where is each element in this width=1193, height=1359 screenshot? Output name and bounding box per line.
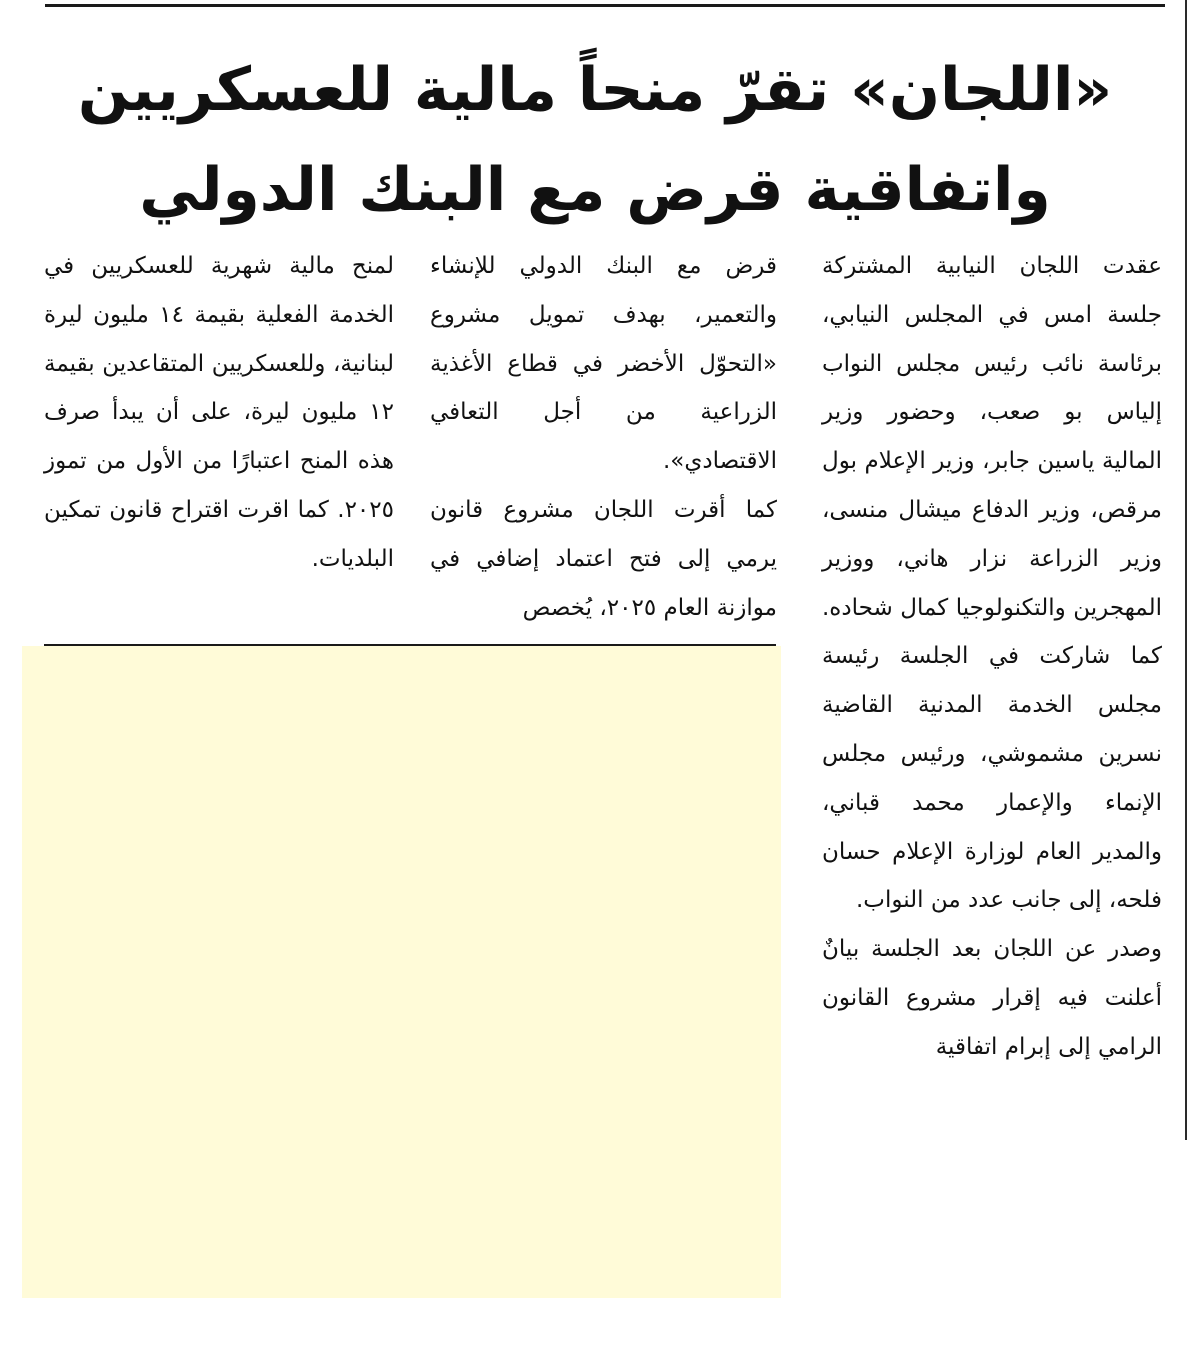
article-column-3 (44, 242, 394, 584)
advertisement-placeholder (22, 646, 781, 1298)
right-column-rule (1185, 0, 1187, 1140)
column-3-paragraph-1: لمنح مالية شهرية للعسكريين في الخدمة الفعلية بقيمة ١٤ مليون ليرة لبنانية، وللعسكريين المتقاعدين بقيمة ١٢ مليون ليرة، على أن يبدأ صرف هذه المنح اعتبارًا من الأول من تموز ٢٠٢٥. كما اقرت اقتراح قانون تمكين البلديات. (44, 253, 394, 572)
article-column-1 (822, 242, 1162, 1072)
top-rule (45, 4, 1165, 7)
column-1-paragraph-1: عقدت اللجان النيابية المشتركة جلسة امس في المجلس النيابي، برئاسة نائب رئيس مجلس النواب إلياس بو صعب، وحضور وزير المالية ياسين جابر، وزير الإعلام بول مرقص، وزير الدفاع ميشال منسى، وزير الزراعة نزار هاني، ووزير المهجرين والتكنولوجيا كمال شحاده. كما شاركت في الجلسة رئيسة مجلس الخدمة المدنية القاضية نسرين مشموشي، ورئيس مجلس الإنماء والإعمار محمد قباني، والمدير العام لوزارة الإعلام حسان فلحه، إلى جانب عدد من النواب. (822, 253, 1162, 914)
column-1-paragraph-2: وصدر عن اللجان بعد الجلسة بيانٌ أعلنت فيه إقرار مشروع القانون الرامي إلى إبرام اتفاقية (822, 936, 1162, 1060)
article-column-2 (430, 242, 777, 632)
headline-line-1: «اللجان» تقرّ منحاً مالية للعسكريين (77, 55, 1113, 125)
column-2-paragraph-1: قرض مع البنك الدولي للإنشاء والتعمير، بهدف تمويل مشروع «التحوّل الأخضر في قطاع الأغذية الزراعية من أجل التعافي الاقتصادي». (430, 253, 777, 475)
headline (20, 40, 1170, 240)
headline-line-2: واتفاقية قرض مع البنك الدولي (139, 155, 1051, 225)
column-2-paragraph-2: كما أقرت اللجان مشروع قانون يرمي إلى فتح اعتماد إضافي في موازنة العام ٢٠٢٥، يُخصص (430, 496, 777, 621)
